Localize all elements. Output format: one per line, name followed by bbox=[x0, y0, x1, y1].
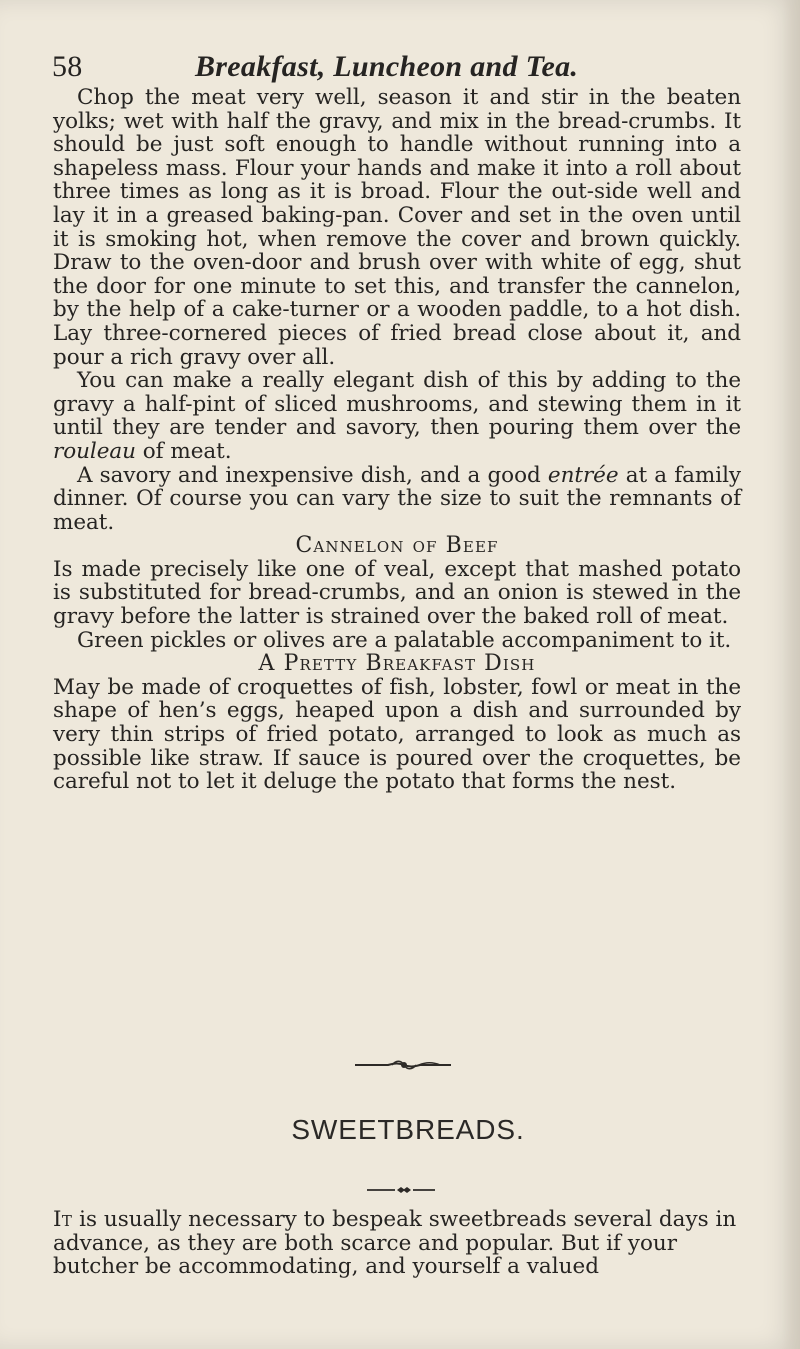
recipe-paragraph-pretty-breakfast-dish: May be made of croquettes of fish, lobster, fowl or meat in the shape of hen’s eggs, heaped upon a dish and surrounded by very thin strips of fried potato, arranged to look as much as possible like straw. If sauce is poured over the croquettes, be careful not to let it deluge the potato that forms the nest. bbox=[53, 674, 741, 795]
running-head bbox=[52, 50, 702, 90]
small-diamond-rule bbox=[365, 1186, 437, 1194]
page-edge-shadow bbox=[782, 0, 800, 1349]
recipe-paragraph-mushroom-variation bbox=[53, 369, 741, 463]
sweetbreads-lead-word: It bbox=[53, 1207, 73, 1232]
sweetbreads-paragraph-text: is usually necessary to bespeak sweetbreads several days in advance, as they are both scarce and popular. But if your butcher be accommodating, and yourself a valued bbox=[53, 1207, 737, 1280]
entree-italic-term: entrée bbox=[547, 462, 619, 488]
mushroom-variation-text-end: of meat. bbox=[135, 438, 232, 464]
section-title-cannelon-of-beef: Cannelon of Beef bbox=[295, 533, 499, 559]
entree-note-text-start: A savory and inexpensive dish, and a good bbox=[77, 462, 548, 488]
section-title-pretty-breakfast-dish: A Pretty Breakfast Dish bbox=[258, 651, 536, 677]
decorative-rule-ornament bbox=[353, 1058, 453, 1072]
running-title: Breakfast, Luncheon and Tea. bbox=[195, 50, 579, 83]
recipe-paragraph-cannelon-method: Chop the meat very well, season it and stir in the beaten yolks; wet with half the gravy, and mix in the bread-crumbs. It should be just soft enough to handle without running into a shapeless mass. Flour your hands and make it into a roll about three times as long as it is broad. Flour the out-side well and lay it in a greased baking-pan. Cover and set in the oven until it is smoking hot, when remove the cover and brown quickly. Draw to the oven-door and brush over with white of egg, shut the door for one minute to set this, and transfer the cannelon, by the help of a cake-turner or a wooden paddle, to a hot dish. Lay three-cornered pieces of fried bread close about it, and pour a rich gravy over all. bbox=[53, 85, 741, 370]
recipe-paragraph-green-pickles: Green pickles or olives are a palatable accompaniment to it. bbox=[77, 627, 732, 653]
page-number: 58 bbox=[52, 50, 83, 83]
recipe-paragraph-entree-note bbox=[53, 464, 741, 535]
recipe-paragraph-cannelon-of-beef: Is made precisely like one of veal, except that mashed potato is substituted for bread-crumbs, and an onion is stewed in the gravy before the latter is strained over the baked roll of meat. bbox=[53, 556, 741, 630]
sweetbreads-paragraph bbox=[53, 1208, 741, 1279]
rouleau-italic-term: rouleau bbox=[53, 438, 136, 464]
section-heading-sweetbreads: SWEETBREADS. bbox=[291, 1114, 525, 1145]
entree-note-text-end: at a family dinner. Of course you can vary the size to suit the remnants of meat. bbox=[53, 462, 742, 535]
mushroom-variation-text-start: You can make a really elegant dish of this by adding to the gravy a half-pint of sliced mushrooms, and stewing them in it until they are tender and savory, then pouring them over the bbox=[53, 368, 741, 441]
recipe-text-block bbox=[53, 86, 741, 794]
